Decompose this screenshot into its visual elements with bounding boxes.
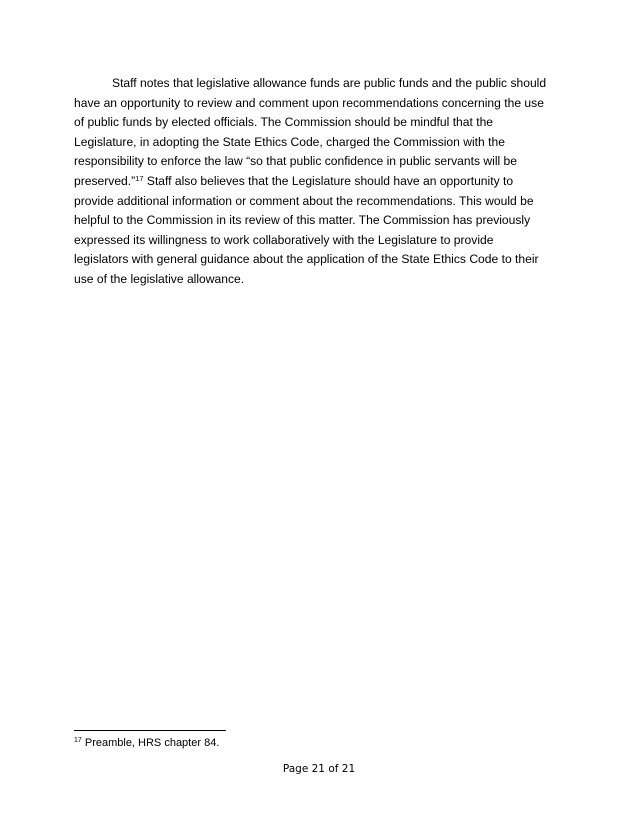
footnote xyxy=(74,736,219,750)
footnote-text: Preamble, HRS chapter 84. xyxy=(81,737,220,749)
paragraph-line: of public funds by elected officials. The Commission should be mindful that the xyxy=(74,115,494,130)
paragraph-line: helpful to the Commission in its review of this matter. The Commission has previously xyxy=(74,213,531,228)
paragraph-line-segment: preserved.” xyxy=(74,173,136,188)
footnote-separator xyxy=(74,730,226,731)
paragraph-line: provide additional information or comment about the recommendations. This would be xyxy=(74,193,534,208)
paragraph-line: use of the legislative allowance. xyxy=(74,271,245,286)
body-paragraph xyxy=(74,74,574,290)
paragraph-line: legislators with general guidance about the application of the State Ethics Code to their xyxy=(74,252,539,267)
footnote-reference: 17 xyxy=(135,173,144,183)
paragraph-line xyxy=(74,172,574,192)
paragraph-line: responsibility to enforce the law “so that public confidence in public servants will be xyxy=(74,154,517,169)
paragraph-line: expressed its willingness to work collaboratively with the Legislature to provide xyxy=(74,232,494,247)
paragraph-line-segment: Staff also believes that the Legislature should have an opportunity to xyxy=(143,173,514,188)
paragraph-line: Legislature, in adopting the State Ethics Code, charged the Commission with the xyxy=(74,134,505,149)
footnote-number: 17 xyxy=(74,737,82,744)
paragraph-line: Staff notes that legislative allowance funds are public funds and the public should xyxy=(112,76,547,90)
page-number: Page 21 of 21 xyxy=(282,763,356,775)
paragraph-line: have an opportunity to review and comment upon recommendations concerning the use xyxy=(74,95,544,110)
